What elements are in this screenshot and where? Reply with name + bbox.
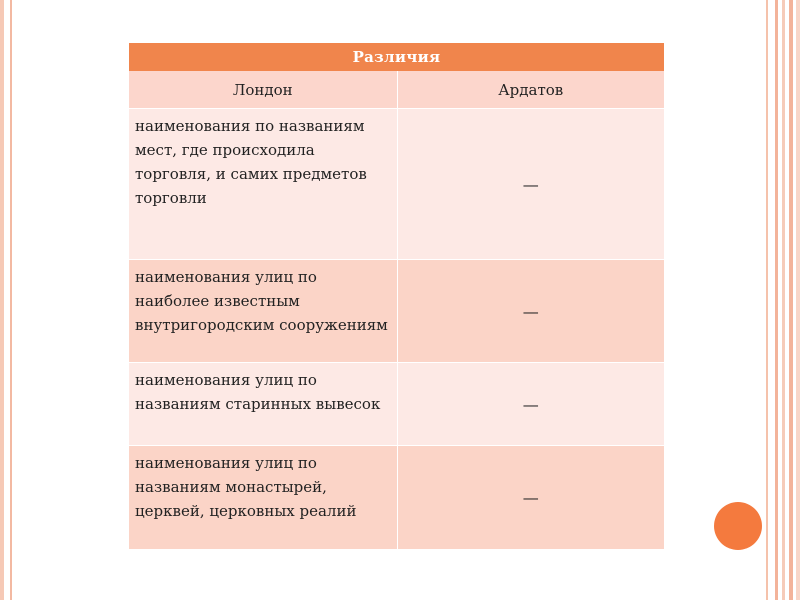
ardatov-cell: — [397, 260, 664, 363]
london-cell: наименования улиц по названиям старинных вывесок [129, 363, 397, 446]
decorative-stripe [766, 0, 768, 600]
london-cell: наименования улиц по наиболее известным внутригородским сооружениям [129, 260, 397, 363]
column-header-london: Лондон [129, 71, 397, 109]
decorative-stripe [782, 0, 785, 600]
table-row [129, 363, 664, 446]
ardatov-cell: — [397, 363, 664, 446]
column-header-ardatov: Ардатов [397, 71, 664, 109]
table-row [129, 260, 664, 363]
table-title: Различия [129, 43, 664, 71]
london-cell: наименования по названиям мест, где происходила торговля, и самих предметов торговли [129, 109, 397, 260]
accent-circle [714, 502, 762, 550]
decorative-stripe [796, 0, 800, 600]
differences-table [129, 43, 664, 549]
decorative-stripe [789, 0, 793, 600]
london-cell: наименования улиц по названиям монастырей, церквей, церковных реалий [129, 446, 397, 549]
frame-line [0, 0, 4, 600]
frame-line [10, 0, 12, 600]
table-row [129, 446, 664, 549]
decorative-stripe [775, 0, 778, 600]
ardatov-cell: — [397, 109, 664, 260]
ardatov-cell: — [397, 446, 664, 549]
table-row [129, 109, 664, 260]
